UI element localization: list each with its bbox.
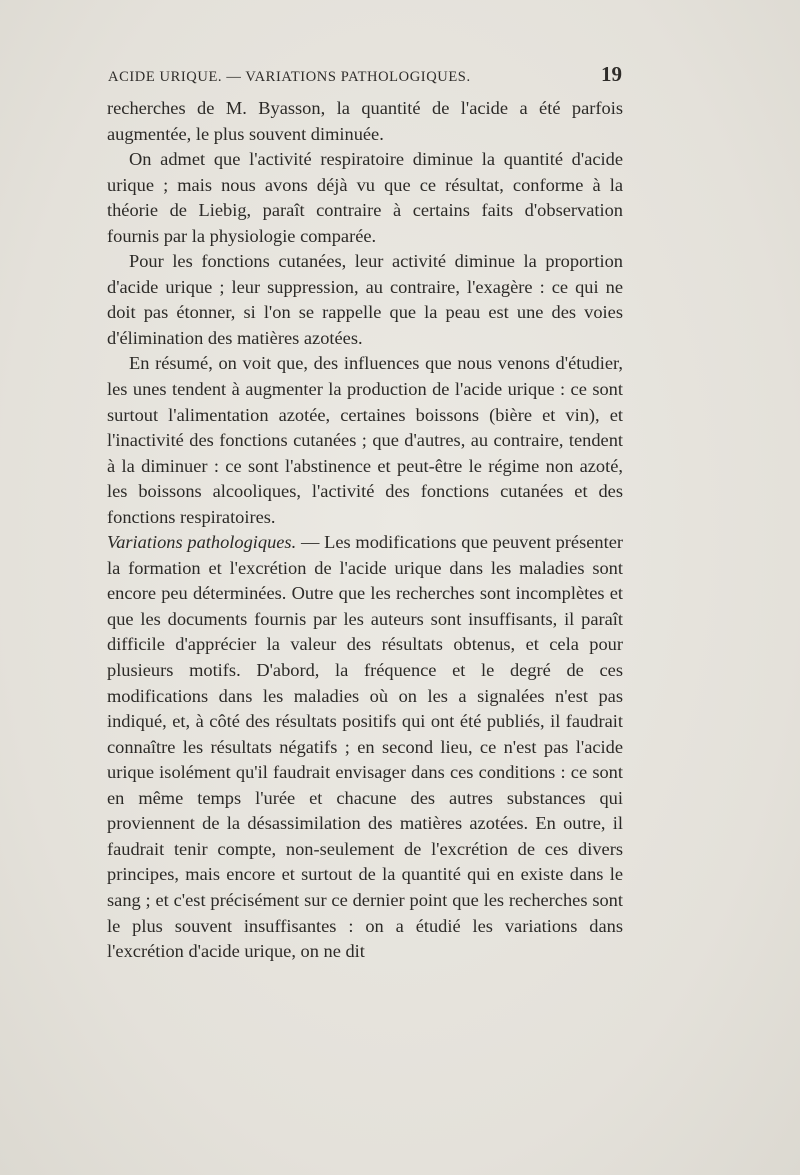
paragraph-pathological [107, 530, 623, 964]
running-title: ACIDE URIQUE. — VARIATIONS PATHOLOGIQUES. [108, 69, 471, 85]
body-text [107, 96, 623, 965]
paragraph-respiration: On admet que l'activité respiratoire diminue la quantité d'acide urique ; mais nous avons déjà vu que ce résultat, conforme à la théorie de Liebig, paraît contraire à certains faits d'observation fournis par la physiologie comparée. [107, 149, 623, 246]
section-heading: Variations pathologiques. [107, 532, 297, 553]
paragraph-summary: En résumé, on voit que, des influences que nous venons d'étudier, les unes tendent à augmenter la production de l'acide urique : ce sont surtout l'alimentation azotée, certaines boissons (bière et vin), et l'inactivité des fonctions cutanées ; que d'autres, au contraire, tendent à la diminuer : ce sont l'abstinence et peut-être le régime non azoté, les boissons alcooliques, l'activité des fonctions cutanées et des fonctions respiratoires. [107, 353, 623, 527]
section-text: — Les modifications que peuvent présenter la formation et l'excrétion de l'acide urique dans les maladies sont encore peu déterminées. Outre que les recherches sont incomplètes et que les documents fournis par les auteurs sont insuffisants, il paraît difficile d'apprécier la valeur des résultats obtenus, et cela pour plusieurs motifs. D'abord, la fréquence et le degré de ces modifications dans les maladies où on les a signalées n'est pas indiqué, et, à côté des résultats positifs qui ont été publiés, il faudrait connaître les résultats négatifs ; en second lieu, ce n'est pas l'acide urique isolément qu'il faudrait envisager dans ces conditions : ce sont en même temps l'urée et chacune des autres substances qui proviennent de la désassimilation des matières azotées. En outre, il faudrait tenir compte, non-seulement de l'excrétion de ces divers principes, mais encore et surtout de la quantité qui en existe dans le sang ; et c'est précisément sur ce dernier point que les recherches sont le plus souvent insuffisantes : on a étudié les variations dans l'excrétion d'acide urique, on ne dit [107, 532, 623, 962]
paragraph-cutaneous: Pour les fonctions cutanées, leur activité diminue la proportion d'acide urique ; leur suppression, au contraire, l'exagère : ce qui ne doit pas étonner, si l'on se rappelle que la peau est une des voies d'élimination des matières azotées. [107, 251, 623, 348]
page-number: 19 [601, 62, 622, 86]
running-head [108, 62, 622, 90]
paragraph-continuation: recherches de M. Byasson, la quantité de l'acide a été parfois augmentée, le plus souvent diminuée. [107, 98, 623, 144]
